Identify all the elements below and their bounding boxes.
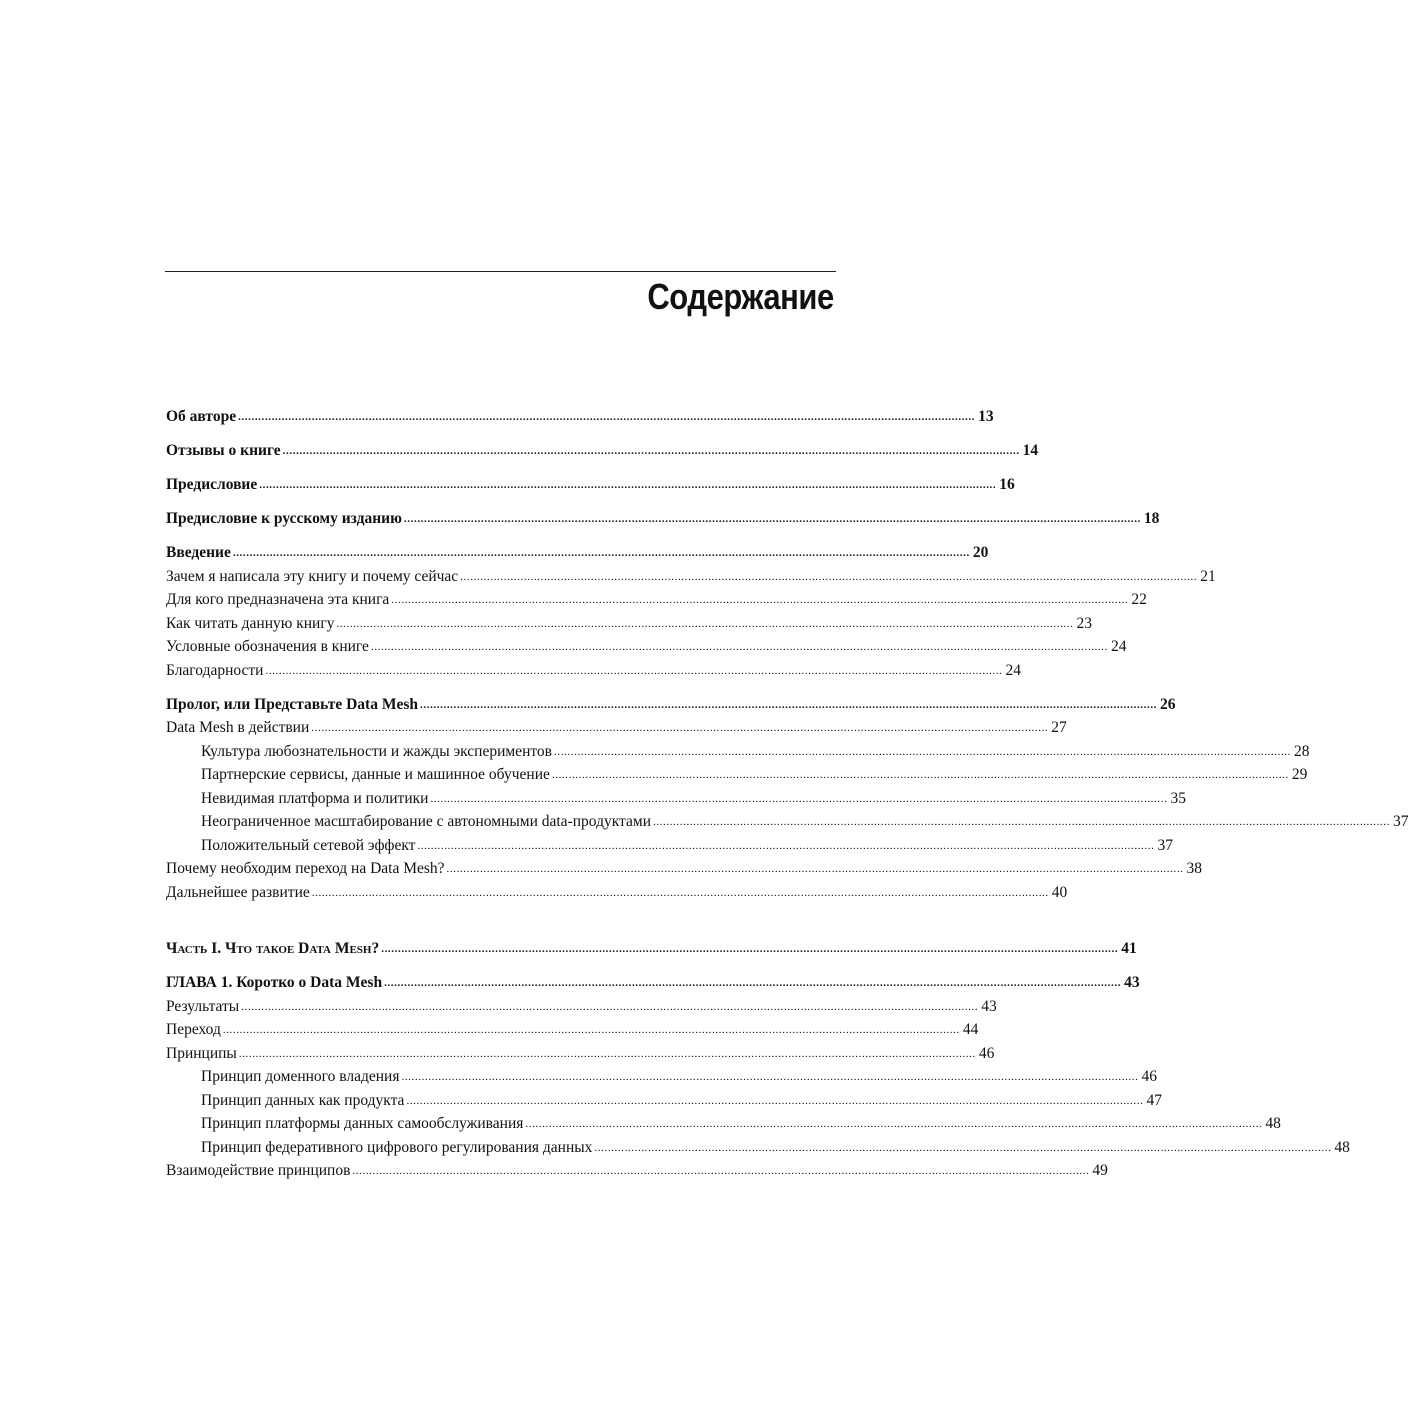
toc-entry[interactable] — [166, 1018, 979, 1042]
toc-entry-page: 43 — [981, 997, 997, 1015]
toc-entry[interactable] — [166, 834, 1173, 858]
toc-entry[interactable] — [166, 810, 1408, 834]
toc-entry[interactable] — [166, 541, 989, 565]
toc-entry-label: Положительный сетевой эффект — [201, 836, 416, 854]
toc-entry-label: Предисловие к русскому изданию — [166, 510, 402, 527]
toc-entry-page: 40 — [1051, 883, 1068, 901]
toc-entry[interactable] — [166, 740, 1310, 764]
toc-entry-label: Переход — [166, 1021, 221, 1038]
toc-entry-label: Принцип данных как продукта — [201, 1091, 405, 1109]
toc-entry-label: Культура любознательности и жажды экспериментов — [201, 742, 552, 760]
toc-entry-page: 37 — [1392, 813, 1408, 830]
toc-entry-page: 48 — [1265, 1115, 1281, 1132]
toc-entry[interactable] — [166, 507, 1160, 531]
toc-entry-label: Благодарности — [166, 661, 264, 679]
toc-entry-label: Партнерские сервисы, данные и машинное обучение — [201, 766, 550, 783]
toc-entry-page: 27 — [1051, 719, 1067, 736]
toc-entry-page: 24 — [1005, 661, 1021, 679]
toc-entry-page: 35 — [1170, 789, 1186, 807]
toc-entry-label: Условные обозначения в книге — [166, 638, 369, 655]
dot-leader: ............................................................................................................................................................................................................................ — [420, 698, 1158, 711]
toc-entry-label: Отзывы о книге — [166, 442, 281, 459]
toc-entry[interactable] — [166, 1112, 1281, 1136]
dot-leader: ............................................................................................................................................................................................................................ — [554, 745, 1291, 758]
dot-leader: ............................................................................................................................................................................................................................ — [430, 792, 1168, 805]
toc-entry[interactable] — [166, 787, 1186, 811]
toc-entry[interactable] — [166, 1089, 1162, 1113]
toc-entry-page: 49 — [1092, 1162, 1108, 1179]
toc-entry[interactable] — [166, 1136, 1350, 1160]
toc-entry-label: Предисловие — [166, 476, 258, 493]
toc-entry-page: 14 — [1022, 442, 1039, 459]
toc-entry-page: 38 — [1186, 860, 1203, 877]
toc-entry-page: 47 — [1146, 1091, 1162, 1109]
toc-entry[interactable] — [166, 971, 1140, 995]
toc-entry[interactable] — [166, 473, 1015, 497]
toc-entry-label: ГЛАВА 1. Коротко о Data Mesh — [166, 974, 383, 991]
toc-entry[interactable] — [166, 763, 1308, 787]
dot-leader: ............................................................................................................................................................................................................................ — [238, 1047, 976, 1060]
toc-entry-label: Зачем я написала эту книгу и почему сейчас — [166, 567, 459, 585]
dot-leader: ............................................................................................................................................................................................................................ — [259, 479, 997, 491]
toc-entry-label: Принцип доменного владения — [201, 1068, 400, 1085]
dot-leader: ............................................................................................................................................................................................................................ — [446, 863, 1184, 875]
header-rule — [165, 271, 836, 272]
toc-entry-page: 23 — [1076, 614, 1092, 632]
dot-leader: ............................................................................................................................................................................................................................ — [232, 547, 970, 559]
toc-entry-page: 43 — [1124, 974, 1140, 991]
dot-leader: ............................................................................................................................................................................................................................ — [311, 722, 1049, 734]
toc-entry-page: 29 — [1291, 766, 1308, 783]
dot-leader: ............................................................................................................................................................................................................................ — [525, 1118, 1263, 1130]
dot-leader: ............................................................................................................................................................................................................................ — [241, 1000, 979, 1013]
toc-entry[interactable] — [166, 588, 1147, 612]
toc-entry-page: 13 — [978, 408, 994, 425]
dot-leader: ............................................................................................................................................................................................................................ — [238, 411, 976, 423]
toc-entry-label: Принципы — [166, 1044, 237, 1062]
toc-entry[interactable] — [166, 405, 994, 429]
toc-entry[interactable] — [166, 857, 1203, 881]
dot-leader: ............................................................................................................................................................................................................................ — [336, 617, 1074, 630]
toc-entry-page: 41 — [1121, 940, 1137, 957]
toc-entry-label: Введение — [166, 544, 231, 561]
dot-leader: ............................................................................................................................................................................................................................ — [652, 816, 1390, 828]
toc-entry[interactable] — [166, 565, 1216, 589]
toc-entry[interactable] — [166, 659, 1021, 683]
toc-entry-label: Принцип федеративного цифрового регулирования данных — [201, 1138, 593, 1156]
toc-entry[interactable] — [166, 439, 1039, 463]
toc-entry-label: Пролог, или Представьте Data Mesh — [166, 695, 419, 713]
toc-entry-page: 20 — [972, 544, 989, 561]
dot-leader: ............................................................................................................................................................................................................................ — [265, 664, 1003, 677]
dot-leader: ............................................................................................................................................................................................................................ — [391, 594, 1129, 606]
toc-entry-label: Невидимая платформа и политики — [201, 789, 429, 807]
dot-leader: ............................................................................................................................................................................................................................ — [384, 977, 1122, 989]
toc-entry-page: 18 — [1143, 510, 1160, 527]
toc-entry-page: 22 — [1131, 591, 1147, 608]
toc-entry-page: 24 — [1110, 638, 1127, 655]
dot-leader: ............................................................................................................................................................................................................................ — [401, 1071, 1139, 1083]
toc-entry-page: 28 — [1294, 742, 1310, 760]
toc-entry-label: Неограниченное масштабирование с автономными data-продуктами — [201, 813, 651, 830]
toc-entry-page: 16 — [999, 476, 1015, 493]
toc-entry-page: 46 — [1141, 1068, 1157, 1085]
dot-leader: ............................................................................................................................................................................................................................ — [370, 641, 1108, 653]
toc-entry-label: Результаты — [166, 997, 240, 1015]
toc-entry-label: Дальнейшее развитие — [166, 883, 310, 901]
toc-entry[interactable] — [166, 881, 1068, 905]
dot-leader: ............................................................................................................................................................................................................................ — [594, 1141, 1332, 1154]
toc-entry[interactable] — [166, 635, 1127, 659]
dot-leader: ............................................................................................................................................................................................................................ — [403, 513, 1141, 525]
toc-entry[interactable] — [166, 716, 1067, 740]
toc-entry[interactable] — [166, 1159, 1108, 1183]
toc-entry-page: 46 — [978, 1044, 995, 1062]
toc-entry[interactable] — [166, 1065, 1157, 1089]
page-title: Содержание — [647, 276, 834, 317]
toc-entry-page: 37 — [1157, 836, 1173, 854]
dot-leader: ............................................................................................................................................................................................................................ — [311, 886, 1049, 899]
toc-entry-label: Принцип платформы данных самообслуживания — [201, 1115, 524, 1132]
toc-entry-page: 26 — [1160, 695, 1176, 713]
toc-entry[interactable] — [166, 693, 1176, 717]
toc-entry-label: Об авторе — [166, 408, 237, 425]
dot-leader: ............................................................................................................................................................................................................................ — [381, 943, 1119, 955]
toc-entry[interactable] — [166, 995, 997, 1019]
toc-entry-label: Data Mesh в действии — [166, 719, 310, 736]
dot-leader: ............................................................................................................................................................................................................................ — [460, 570, 1198, 583]
toc-entry[interactable] — [166, 1042, 995, 1066]
toc-entry-label: Почему необходим переход на Data Mesh? — [166, 860, 445, 877]
dot-leader: ............................................................................................................................................................................................................................ — [417, 839, 1155, 852]
toc-entry-page: 48 — [1334, 1138, 1350, 1156]
dot-leader: ............................................................................................................................................................................................................................ — [282, 445, 1020, 457]
dot-leader: ............................................................................................................................................................................................................................ — [406, 1094, 1144, 1107]
table-of-contents — [166, 405, 1408, 1183]
toc-entry[interactable] — [166, 612, 1092, 636]
dot-leader: ............................................................................................................................................................................................................................ — [551, 769, 1289, 781]
toc-entry-page: 21 — [1200, 567, 1216, 585]
toc-entry-label: Часть I. Что такое Data Mesh? — [166, 940, 380, 957]
toc-entry-page: 44 — [962, 1021, 979, 1038]
dot-leader: ............................................................................................................................................................................................................................ — [352, 1165, 1090, 1177]
toc-entry-label: Как читать данную книгу — [166, 614, 335, 632]
dot-leader: ............................................................................................................................................................................................................................ — [222, 1024, 960, 1036]
toc-entry-label: Взаимодействие принципов — [166, 1162, 351, 1179]
toc-entry-label: Для кого предназначена эта книга — [166, 591, 390, 608]
toc-entry[interactable] — [166, 937, 1137, 961]
